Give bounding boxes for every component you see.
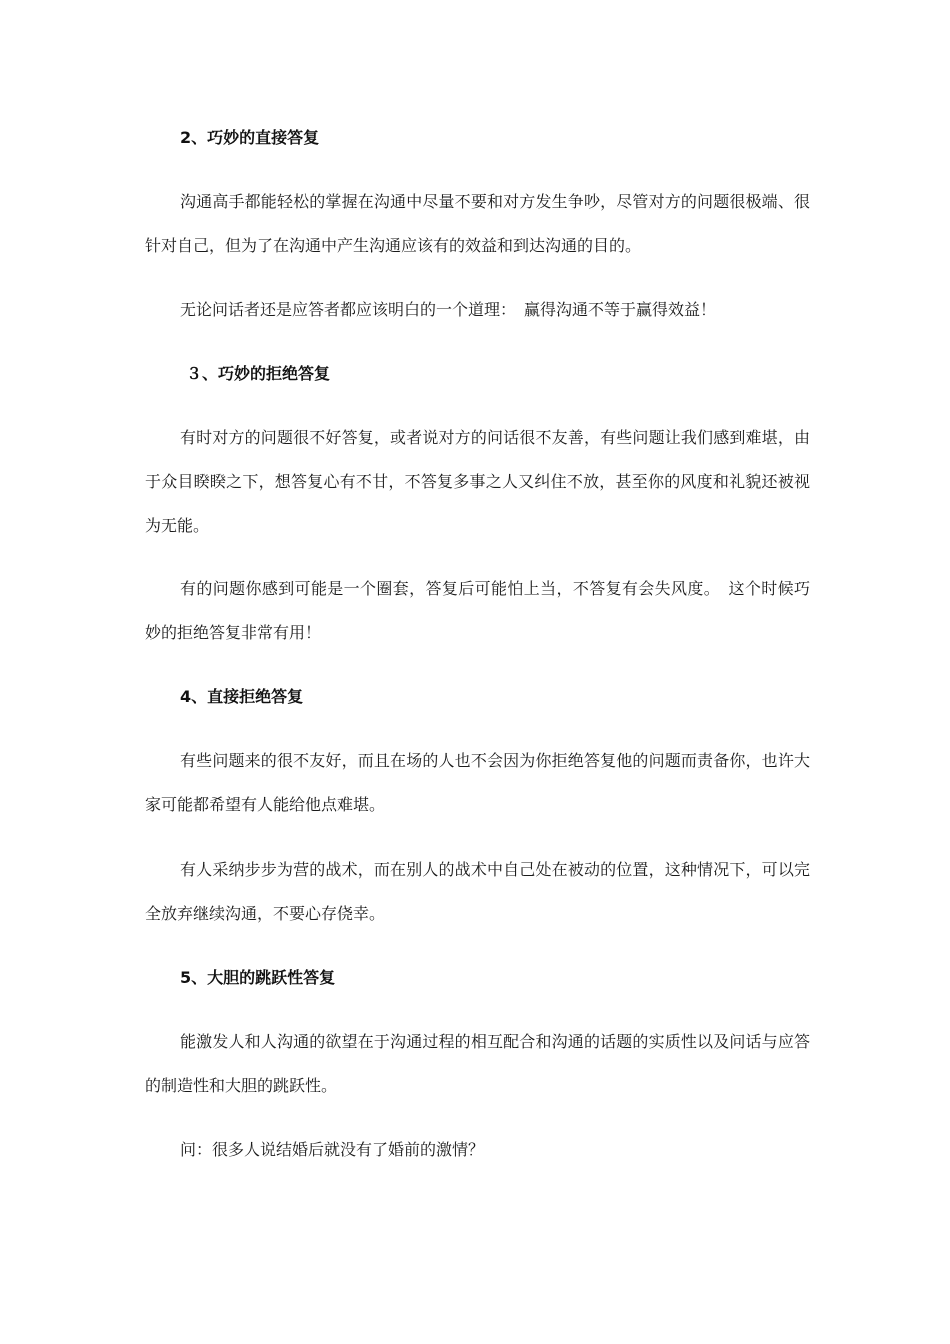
paragraph: 有时对方的问题很不好答复，或者说对方的问话很不友善，有些问题让我们感到难堪，由于众目睽睽之下，想答复心有不甘，不答复多事之人又纠住不放，甚至你的风度和礼貌还被视为无能。 xyxy=(145,428,810,535)
paragraph: 沟通高手都能轻松的掌握在沟通中尽量不要和对方发生争吵，尽管对方的问题很极端、很针对自己，但为了在沟通中产生沟通应该有的效益和到达沟通的目的。 xyxy=(145,192,810,255)
section-heading-2: 2、巧妙的直接答复 xyxy=(180,128,320,147)
paragraph: 有些问题来的很不友好，而且在场的人也不会因为你拒绝答复他的问题而责备你，也许大家可能都希望有人能给他点难堪。 xyxy=(145,751,810,814)
paragraph: 能激发人和人沟通的欲望在于沟通过程的相互配合和沟通的话题的实质性以及问话与应答的制造性和大胆的跳跃性。 xyxy=(145,1032,810,1095)
section-heading-4: 4、直接拒绝答复 xyxy=(180,687,304,706)
section-heading-5: 5、大胆的跳跃性答复 xyxy=(180,968,336,987)
section-heading-3: ３、巧妙的拒绝答复 xyxy=(186,364,331,383)
paragraph: 问：很多人说结婚后就没有了婚前的激情？ xyxy=(180,1140,485,1159)
paragraph: 有人采纳步步为营的战术，而在别人的战术中自己处在被动的位置，这种情况下，可以完全放弃继续沟通，不要心存侥幸。 xyxy=(145,860,810,923)
paragraph: 无论问话者还是应答者都应该明白的一个道理： 赢得沟通不等于赢得效益！ xyxy=(180,300,717,319)
paragraph: 有的问题你感到可能是一个圈套，答复后可能怕上当，不答复有会失风度。 这个时候巧妙的拒绝答复非常有用！ xyxy=(145,579,810,642)
